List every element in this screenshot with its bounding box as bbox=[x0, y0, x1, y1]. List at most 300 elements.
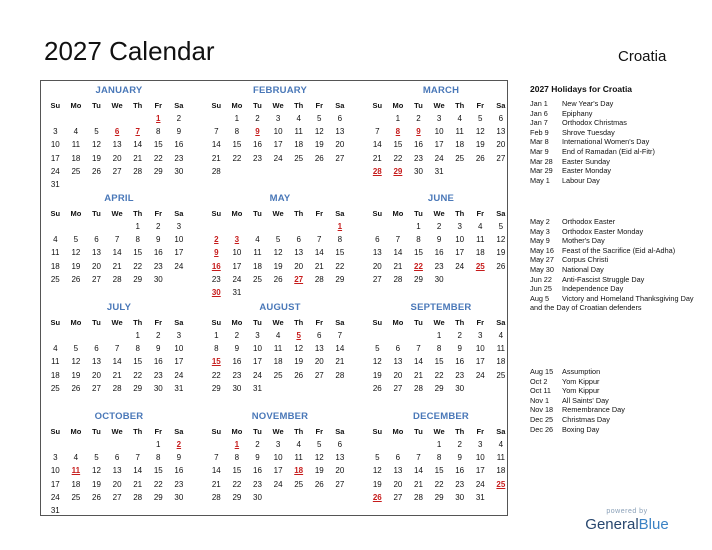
day-cell: 12 bbox=[71, 357, 81, 367]
day-grid bbox=[206, 329, 354, 395]
weekday-header bbox=[45, 207, 193, 220]
day-cell: 9 bbox=[255, 453, 260, 463]
day-cell: 12 bbox=[71, 248, 81, 258]
day-cell: 25 bbox=[253, 274, 262, 284]
day-cell: 23 bbox=[455, 370, 465, 380]
day-cell: 24 bbox=[232, 274, 242, 284]
weekday-label: Th bbox=[294, 318, 304, 327]
day-cell: 22 bbox=[232, 153, 242, 163]
holiday-date: May 9 bbox=[530, 236, 550, 246]
day-cell: 18 bbox=[294, 140, 304, 150]
day-cell: 10 bbox=[475, 453, 485, 463]
month-title: SEPTEMBER bbox=[410, 302, 472, 313]
day-cell: 7 bbox=[416, 453, 421, 463]
holiday-item bbox=[530, 99, 700, 109]
day-cell: 18 bbox=[71, 479, 81, 489]
day-cell: 15 bbox=[133, 248, 143, 258]
day-cell: 5 bbox=[317, 114, 322, 123]
day-cell: 26 bbox=[273, 274, 283, 284]
weekday-label: Mo bbox=[392, 209, 404, 218]
day-cell: 28 bbox=[414, 383, 423, 393]
day-cell: 18 bbox=[496, 466, 506, 476]
day-cell: 1 bbox=[135, 331, 140, 340]
day-cell: 24 bbox=[475, 370, 485, 380]
empty-cell bbox=[66, 438, 87, 451]
day-grid bbox=[45, 112, 193, 191]
day-cell: 30 bbox=[253, 492, 262, 502]
empty-cell bbox=[206, 220, 227, 233]
weekday-label: Mo bbox=[70, 318, 82, 327]
weekday-label: Fr bbox=[476, 318, 485, 327]
day-cell: 6 bbox=[296, 235, 301, 245]
day-cell: 25 bbox=[455, 153, 465, 163]
holiday-date: May 3 bbox=[530, 226, 550, 236]
day-cell: 4 bbox=[53, 235, 58, 245]
day-cell: 25 bbox=[71, 492, 81, 502]
day-cell: 15 bbox=[153, 140, 163, 150]
day-cell: 4 bbox=[296, 114, 301, 123]
weekday-label: Th bbox=[133, 318, 143, 327]
day-cell: 21 bbox=[133, 479, 143, 489]
day-cell: 3 bbox=[255, 331, 260, 340]
day-cell: 3 bbox=[275, 440, 281, 449]
holiday-item bbox=[530, 386, 700, 396]
day-cell: 26 bbox=[496, 261, 506, 271]
weekday-label: We bbox=[433, 209, 445, 218]
day-cell: 27 bbox=[92, 383, 101, 393]
day-cell: 14 bbox=[314, 248, 324, 258]
weekday-label: Tu bbox=[414, 427, 423, 436]
day-cell: 15 bbox=[335, 248, 345, 258]
month-title: JANUARY bbox=[95, 85, 143, 96]
weekday-label: Su bbox=[372, 101, 383, 110]
weekday-label: Mo bbox=[231, 209, 243, 218]
weekday-label: Tu bbox=[253, 427, 262, 436]
day-cell: 19 bbox=[314, 466, 324, 476]
empty-cell bbox=[107, 438, 128, 451]
day-cell: 5 bbox=[94, 453, 99, 463]
holiday-date: May 2 bbox=[530, 217, 550, 226]
day-cell: 11 bbox=[71, 466, 81, 476]
day-grid bbox=[45, 329, 193, 395]
empty-cell bbox=[206, 438, 227, 451]
day-cell: 10 bbox=[434, 127, 444, 137]
day-cell: 19 bbox=[92, 479, 101, 489]
day-cell: 30 bbox=[232, 383, 242, 393]
day-cell: 8 bbox=[135, 344, 140, 354]
empty-cell bbox=[107, 112, 128, 125]
day-cell: 22 bbox=[133, 261, 143, 271]
holiday-item bbox=[530, 166, 700, 176]
day-cell: 28 bbox=[112, 383, 122, 393]
day-cell: 23 bbox=[253, 479, 262, 489]
holiday-list-1 bbox=[530, 99, 700, 185]
holiday-name: Yom Kippur bbox=[562, 386, 600, 396]
day-cell: 4 bbox=[498, 331, 504, 340]
weekday-label: Tu bbox=[92, 209, 101, 218]
day-cell: 10 bbox=[273, 127, 283, 137]
weekday-header bbox=[367, 425, 515, 438]
day-cell: 8 bbox=[436, 453, 442, 463]
empty-cell bbox=[66, 112, 87, 125]
day-cell: 27 bbox=[92, 274, 101, 284]
day-cell: 14 bbox=[133, 466, 143, 476]
empty-cell bbox=[45, 220, 66, 233]
holiday-date: Aug 5 bbox=[530, 293, 550, 303]
weekday-label: Su bbox=[50, 318, 61, 327]
holiday-name: Labour Day bbox=[562, 175, 600, 185]
day-cell: 3 bbox=[478, 440, 483, 449]
day-cell: 29 bbox=[232, 492, 242, 502]
day-cell: 29 bbox=[434, 492, 444, 502]
day-cell: 15 bbox=[393, 140, 403, 150]
weekday-label: Su bbox=[211, 209, 222, 218]
day-cell: 14 bbox=[133, 140, 143, 150]
holiday-item bbox=[530, 396, 700, 406]
weekday-label: Sa bbox=[335, 318, 345, 327]
day-cell: 16 bbox=[253, 466, 262, 476]
day-cell: 2 bbox=[234, 331, 240, 340]
day-cell: 13 bbox=[314, 344, 324, 354]
day-cell: 10 bbox=[273, 453, 283, 463]
day-cell: 22 bbox=[133, 370, 143, 380]
day-cell: 12 bbox=[496, 235, 506, 245]
holiday-name: All Saints' Day bbox=[562, 395, 609, 405]
weekday-label: We bbox=[433, 427, 445, 436]
weekday-label: Mo bbox=[231, 427, 243, 436]
day-cell: 19 bbox=[71, 370, 81, 380]
weekday-label: Fr bbox=[476, 427, 485, 436]
day-cell: 13 bbox=[112, 140, 122, 150]
day-cell: 23 bbox=[174, 153, 184, 163]
day-cell: 29 bbox=[211, 383, 221, 393]
day-cell: 25 bbox=[273, 370, 283, 380]
weekday-label: We bbox=[111, 427, 123, 436]
day-cell: 1 bbox=[436, 440, 442, 449]
weekday-label: We bbox=[111, 101, 123, 110]
holiday-item bbox=[530, 236, 700, 246]
day-cell: 27 bbox=[372, 274, 382, 284]
month-september bbox=[367, 300, 515, 408]
day-cell: 17 bbox=[434, 140, 444, 150]
day-cell: 5 bbox=[375, 344, 380, 354]
holiday-list-3 bbox=[530, 367, 700, 434]
day-cell: 2 bbox=[457, 440, 462, 449]
holiday-name: Yom Kippur bbox=[562, 376, 600, 386]
holiday-date: May 1 bbox=[530, 175, 550, 185]
weekday-label: Th bbox=[133, 209, 143, 218]
day-cell: 30 bbox=[455, 492, 465, 502]
day-cell: 10 bbox=[253, 344, 262, 354]
weekday-header bbox=[367, 207, 515, 220]
day-cell: 22 bbox=[434, 479, 444, 489]
day-cell: 30 bbox=[174, 166, 184, 176]
day-cell: 3 bbox=[176, 331, 182, 340]
day-cell: 1 bbox=[416, 222, 421, 231]
weekday-label: Sa bbox=[496, 318, 506, 327]
day-cell: 7 bbox=[114, 235, 120, 245]
day-cell: 10 bbox=[50, 140, 60, 150]
day-cell: 24 bbox=[50, 492, 60, 502]
day-cell: 17 bbox=[475, 357, 485, 367]
day-cell: 12 bbox=[314, 453, 324, 463]
weekday-label: Sa bbox=[174, 318, 184, 327]
day-cell: 23 bbox=[455, 479, 465, 489]
holiday-date: May 30 bbox=[530, 264, 554, 274]
day-cell: 4 bbox=[275, 331, 281, 340]
day-cell: 21 bbox=[133, 153, 143, 163]
holiday-date: May 16 bbox=[530, 245, 554, 255]
month-title: FEBRUARY bbox=[252, 85, 308, 96]
day-cell: 11 bbox=[273, 344, 283, 354]
day-cell: 19 bbox=[273, 261, 283, 271]
month-april bbox=[45, 191, 193, 299]
month-title: APRIL bbox=[104, 193, 134, 204]
day-cell: 20 bbox=[335, 466, 345, 476]
day-cell: 24 bbox=[273, 153, 283, 163]
weekday-label: Fr bbox=[315, 101, 324, 110]
weekday-label: Th bbox=[455, 318, 465, 327]
day-cell: 22 bbox=[153, 479, 163, 489]
holiday-name: Anti-Fascist Struggle Day bbox=[562, 274, 645, 284]
day-cell: 28 bbox=[414, 492, 423, 502]
day-cell: 16 bbox=[232, 357, 242, 367]
day-grid bbox=[367, 438, 515, 504]
day-cell: 28 bbox=[393, 274, 403, 284]
day-cell: 2 bbox=[156, 222, 161, 231]
holiday-date: Jun 22 bbox=[530, 274, 552, 284]
day-cell: 29 bbox=[434, 383, 444, 393]
day-cell: 29 bbox=[414, 274, 423, 284]
day-cell: 13 bbox=[393, 357, 403, 367]
day-cell: 27 bbox=[393, 383, 403, 393]
day-cell: 12 bbox=[273, 248, 283, 258]
day-cell: 4 bbox=[296, 440, 301, 449]
day-cell: 13 bbox=[393, 466, 403, 476]
day-cell: 1 bbox=[156, 114, 161, 123]
day-cell: 17 bbox=[273, 140, 283, 150]
holiday-name: Independence Day bbox=[562, 284, 624, 294]
day-cell: 19 bbox=[92, 153, 101, 163]
day-cell: 19 bbox=[496, 248, 506, 258]
day-cell: 30 bbox=[414, 166, 423, 176]
holiday-date: Mar 29 bbox=[530, 166, 553, 176]
day-cell: 26 bbox=[71, 274, 81, 284]
day-cell: 27 bbox=[112, 492, 122, 502]
weekday-label: Th bbox=[455, 427, 465, 436]
day-cell: 12 bbox=[294, 344, 304, 354]
day-cell: 31 bbox=[50, 505, 60, 515]
day-cell: 19 bbox=[314, 140, 324, 150]
day-cell: 6 bbox=[375, 235, 380, 245]
day-cell: 13 bbox=[335, 127, 345, 137]
day-cell: 30 bbox=[211, 287, 221, 297]
holiday-date: Nov 1 bbox=[530, 395, 550, 405]
day-cell: 3 bbox=[53, 453, 58, 463]
day-cell: 13 bbox=[335, 453, 345, 463]
day-cell: 20 bbox=[92, 261, 101, 271]
day-cell: 20 bbox=[393, 370, 403, 380]
day-cell: 23 bbox=[434, 261, 444, 271]
holiday-item bbox=[530, 176, 700, 186]
day-cell: 18 bbox=[253, 261, 262, 271]
month-november bbox=[206, 409, 354, 517]
day-cell: 6 bbox=[498, 114, 504, 123]
day-cell: 27 bbox=[496, 153, 506, 163]
day-cell: 6 bbox=[337, 114, 343, 123]
weekday-label: Fr bbox=[315, 318, 324, 327]
weekday-label: Su bbox=[50, 427, 61, 436]
weekday-label: Fr bbox=[154, 318, 163, 327]
empty-cell bbox=[206, 112, 227, 125]
day-cell: 22 bbox=[393, 153, 403, 163]
day-cell: 18 bbox=[50, 370, 60, 380]
day-cell: 2 bbox=[156, 331, 161, 340]
weekday-label: Sa bbox=[496, 101, 506, 110]
day-cell: 26 bbox=[314, 479, 324, 489]
holiday-item bbox=[530, 294, 700, 313]
weekday-label: Mo bbox=[231, 318, 243, 327]
day-cell: 4 bbox=[255, 235, 260, 245]
weekday-label: Mo bbox=[70, 209, 82, 218]
holiday-date: Jan 6 bbox=[530, 108, 548, 118]
weekday-label: We bbox=[272, 101, 284, 110]
day-cell: 17 bbox=[475, 466, 485, 476]
day-cell: 5 bbox=[94, 127, 99, 137]
day-cell: 31 bbox=[434, 166, 444, 176]
day-cell: 7 bbox=[135, 453, 140, 463]
day-cell: 17 bbox=[273, 466, 283, 476]
weekday-header bbox=[367, 316, 515, 329]
day-cell: 22 bbox=[232, 479, 242, 489]
day-cell: 9 bbox=[176, 453, 182, 463]
day-cell: 20 bbox=[92, 370, 101, 380]
day-cell: 3 bbox=[478, 331, 483, 340]
day-cell: 9 bbox=[214, 248, 219, 258]
holiday-date: Feb 9 bbox=[530, 127, 549, 137]
day-cell: 1 bbox=[436, 331, 442, 340]
day-cell: 24 bbox=[273, 479, 283, 489]
empty-cell bbox=[247, 220, 268, 233]
day-cell: 14 bbox=[372, 140, 382, 150]
day-cell: 15 bbox=[434, 357, 444, 367]
day-cell: 22 bbox=[335, 261, 345, 271]
day-cell: 22 bbox=[211, 370, 221, 380]
weekday-label: Mo bbox=[70, 101, 82, 110]
weekday-label: Su bbox=[50, 101, 61, 110]
holiday-date: Nov 18 bbox=[530, 405, 554, 415]
day-cell: 9 bbox=[176, 127, 182, 137]
empty-cell bbox=[388, 220, 409, 233]
day-cell: 21 bbox=[335, 357, 345, 367]
powered-by-text: powered by bbox=[606, 508, 648, 515]
day-cell: 23 bbox=[253, 153, 262, 163]
day-cell: 16 bbox=[153, 357, 163, 367]
day-cell: 14 bbox=[112, 357, 122, 367]
day-cell: 23 bbox=[232, 370, 242, 380]
day-cell: 30 bbox=[153, 274, 163, 284]
day-cell: 6 bbox=[395, 453, 401, 463]
day-cell: 3 bbox=[176, 222, 182, 231]
holiday-item bbox=[530, 246, 700, 256]
weekday-label: Su bbox=[211, 101, 222, 110]
day-cell: 4 bbox=[73, 127, 79, 137]
day-cell: 23 bbox=[153, 370, 163, 380]
weekday-label: Sa bbox=[174, 427, 184, 436]
day-cell: 27 bbox=[393, 492, 403, 502]
day-cell: 5 bbox=[275, 235, 281, 245]
day-cell: 28 bbox=[211, 492, 221, 502]
day-cell: 14 bbox=[393, 248, 403, 258]
holiday-name: Orthodox Easter Monday bbox=[562, 226, 644, 236]
weekday-label: Th bbox=[133, 427, 143, 436]
day-cell: 15 bbox=[133, 357, 143, 367]
day-cell: 12 bbox=[314, 127, 324, 137]
day-cell: 9 bbox=[457, 344, 462, 354]
day-cell: 20 bbox=[372, 261, 382, 271]
day-cell: 6 bbox=[114, 127, 120, 137]
day-cell: 5 bbox=[498, 222, 504, 231]
weekday-label: Th bbox=[455, 101, 465, 110]
day-cell: 11 bbox=[71, 140, 81, 150]
month-title: AUGUST bbox=[259, 302, 301, 313]
day-cell: 20 bbox=[335, 140, 345, 150]
day-cell: 28 bbox=[133, 492, 143, 502]
day-cell: 15 bbox=[211, 357, 221, 367]
day-cell: 11 bbox=[455, 127, 464, 137]
day-cell: 12 bbox=[475, 127, 485, 137]
empty-cell bbox=[86, 329, 107, 342]
day-cell: 5 bbox=[375, 453, 380, 463]
day-cell: 17 bbox=[232, 261, 242, 271]
weekday-label: Fr bbox=[154, 101, 163, 110]
day-cell: 24 bbox=[475, 479, 485, 489]
day-cell: 30 bbox=[174, 492, 184, 502]
day-grid bbox=[45, 438, 193, 517]
weekday-label: Tu bbox=[92, 101, 101, 110]
weekday-label: Mo bbox=[392, 427, 404, 436]
day-cell: 26 bbox=[71, 383, 81, 393]
month-march bbox=[367, 83, 515, 191]
weekday-label: Mo bbox=[231, 101, 243, 110]
holiday-name: Orthodox Easter bbox=[562, 217, 616, 226]
holiday-item bbox=[530, 128, 700, 138]
day-cell: 8 bbox=[135, 235, 140, 245]
day-cell: 11 bbox=[294, 127, 303, 137]
day-cell: 9 bbox=[457, 453, 462, 463]
weekday-label: Sa bbox=[335, 101, 345, 110]
day-cell: 7 bbox=[114, 344, 120, 354]
weekday-label: Tu bbox=[92, 318, 101, 327]
day-cell: 25 bbox=[50, 383, 60, 393]
holiday-date: Jun 25 bbox=[530, 284, 552, 294]
day-cell: 2 bbox=[457, 331, 462, 340]
day-cell: 2 bbox=[176, 440, 182, 449]
day-cell: 11 bbox=[253, 248, 262, 258]
day-cell: 2 bbox=[416, 114, 421, 123]
day-cell: 16 bbox=[455, 357, 465, 367]
day-cell: 10 bbox=[475, 344, 485, 354]
holiday-name: Remembrance Day bbox=[562, 405, 625, 415]
day-cell: 26 bbox=[294, 370, 304, 380]
weekday-header bbox=[206, 99, 354, 112]
day-cell: 16 bbox=[174, 466, 184, 476]
day-cell: 29 bbox=[153, 166, 163, 176]
day-cell: 15 bbox=[232, 140, 242, 150]
day-cell: 21 bbox=[211, 153, 221, 163]
day-cell: 23 bbox=[153, 261, 163, 271]
day-cell: 6 bbox=[94, 235, 99, 245]
